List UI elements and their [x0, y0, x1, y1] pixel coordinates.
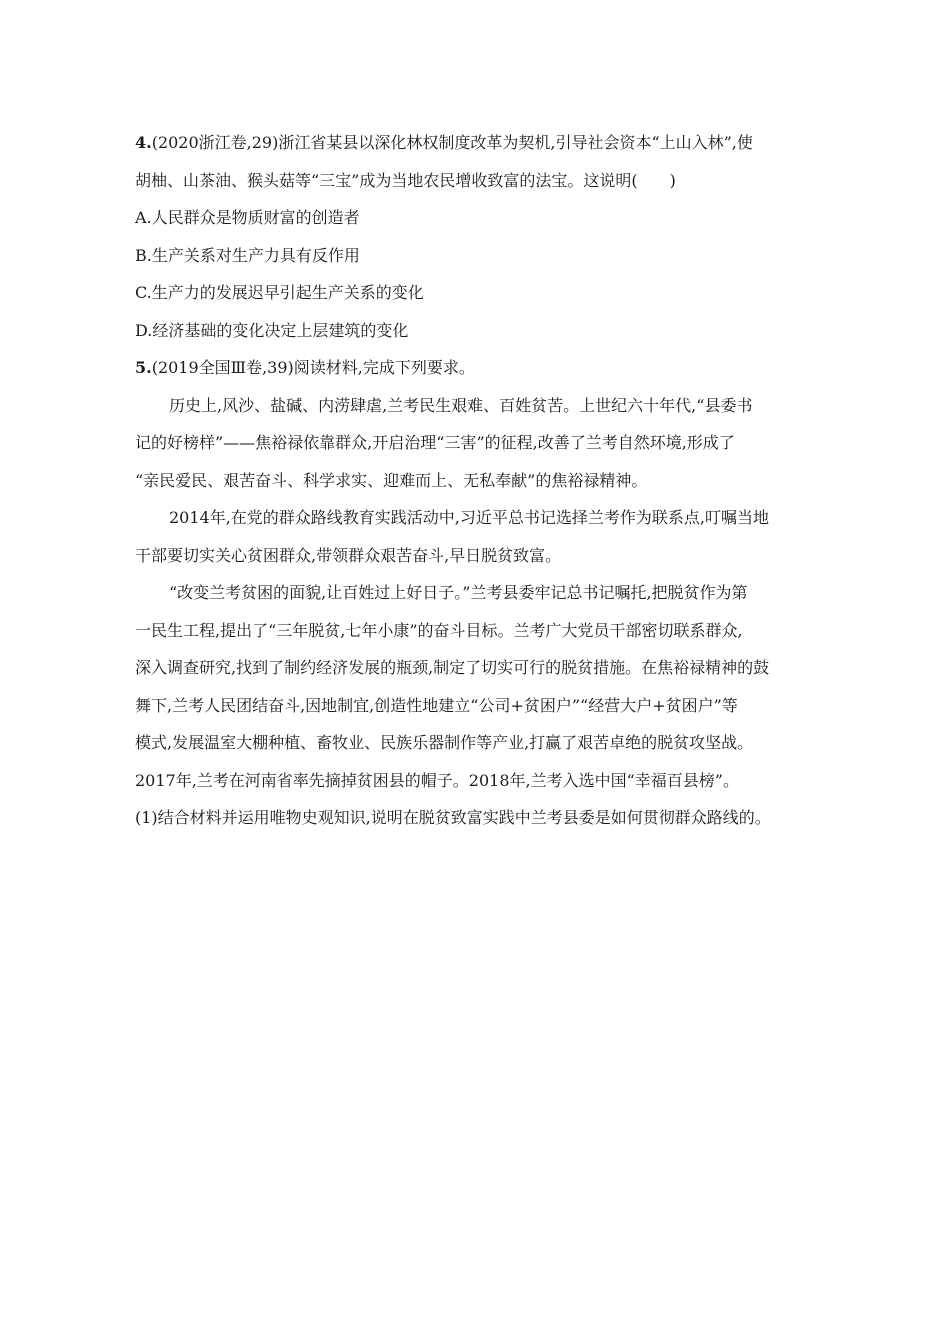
document-page [135, 124, 825, 837]
question-5-header-text: (2019全国Ⅲ卷,39)阅读材料,完成下列要求。 [151, 358, 475, 377]
question-4-stem-line-2: 胡柚、山茶油、猴头菇等“三宝”成为当地农民增收致富的法宝。这说明( ) [135, 170, 676, 190]
material-p3-line-6: 2017年,兰考在河南省率先摘掉贫困县的帽子。2018年,兰考入选中国“幸福百县榜”。 [135, 770, 739, 790]
question-5-number: 5. [135, 358, 152, 377]
material-p3-line-3: 深入调查研究,找到了制约经济发展的瓶颈,制定了切实可行的脱贫措施。在焦裕禄精神的鼓 [135, 658, 770, 677]
option-c: C.生产力的发展迟早引起生产关系的变化 [135, 283, 424, 302]
material-p1-line-2: 记的好榜样”——焦裕禄依靠群众,开启治理“三害”的征程,改善了兰考自然环境,形成了 [135, 433, 735, 452]
question-5-header [135, 349, 825, 387]
material-p3-line-5: 模式,发展温室大棚种植、畜牧业、民族乐器制作等产业,打赢了艰苦卓绝的脱贫攻坚战。 [135, 733, 754, 752]
material-p3-line-1: “改变兰考贫困的面貌,让百姓过上好日子。”兰考县委牢记总书记嘱托,把脱贫作为第 [169, 583, 748, 602]
option-b: B.生产关系对生产力具有反作用 [135, 245, 360, 265]
option-d: D.经济基础的变化决定上层建筑的变化 [135, 320, 409, 340]
sub-question-1: (1)结合材料并运用唯物史观知识,说明在脱贫致富实践中兰考县委是如何贯彻群众路线的。 [135, 808, 771, 827]
question-4-number: 4. [135, 133, 152, 152]
material-p2-line-2: 干部要切实关心贫困群众,带领群众艰苦奋斗,早日脱贫致富。 [135, 545, 562, 565]
material-p2-line-1: 2014年,在党的群众路线教育实践活动中,习近平总书记选择兰考作为联系点,叮嘱当地 [169, 508, 769, 527]
question-4-stem-line-1 [135, 124, 825, 162]
option-a: A.人民群众是物质财富的创造者 [135, 208, 360, 227]
material-p3-line-4: 舞下,兰考人民团结奋斗,因地制宜,创造性地建立“公司+贫困户”“经营大户+贫困户”等 [135, 695, 738, 715]
material-p1-line-1: 历史上,风沙、盐碱、内涝肆虐,兰考民生艰难、百姓贫苦。上世纪六十年代,“县委书 [169, 395, 753, 415]
question-4-stem-text: (2020浙江卷,29)浙江省某县以深化林权制度改革为契机,引导社会资本“上山入林”,使 [151, 133, 753, 152]
material-p1-line-3: “亲民爱民、艰苦奋斗、科学求实、迎难而上、无私奉献”的焦裕禄精神。 [135, 470, 648, 490]
material-p3-line-2: 一民生工程,提出了“三年脱贫,七年小康”的奋斗目标。兰考广大党员干部密切联系群众, [135, 620, 743, 640]
